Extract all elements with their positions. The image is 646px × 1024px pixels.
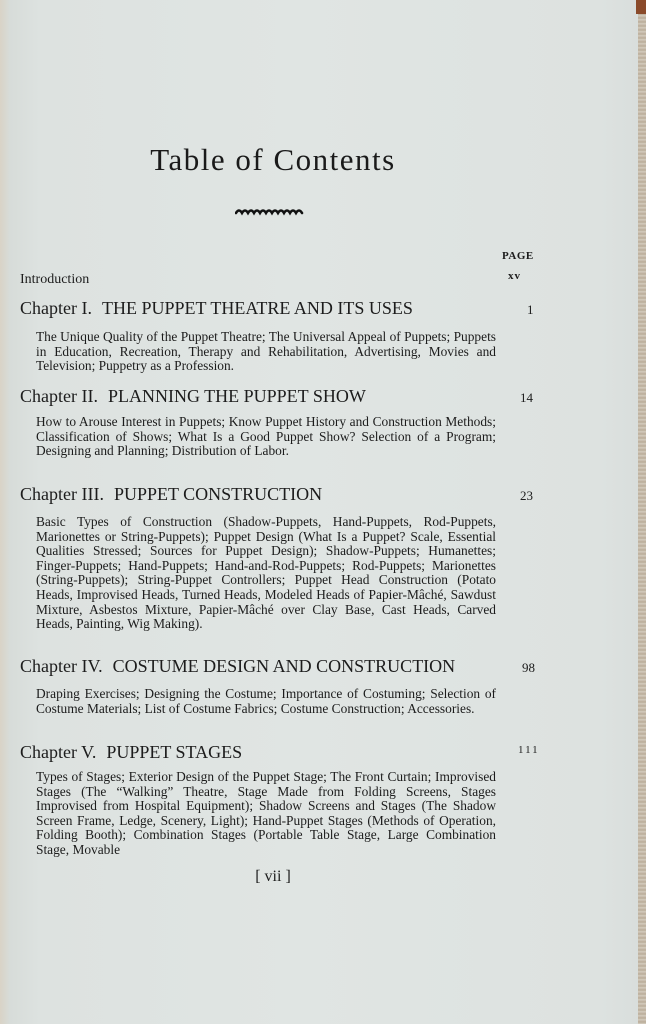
chapter-page-number: 111 (518, 744, 540, 756)
chapter-description: How to Arouse Interest in Puppets; Know Puppet History and Construction Methods; Classification of Shows; What Is a Good Puppet Show? Selection of a Program; Designing and Planning; Distribution of Labor. (36, 414, 496, 459)
chapter-number: Chapter III. (20, 484, 104, 504)
chapter-title: COSTUME DESIGN AND CONSTRUCTION (112, 656, 456, 676)
chapter-number: Chapter IV. (20, 656, 103, 676)
wavy-rule-ornament (235, 206, 305, 216)
chapter-number: Chapter V. (20, 742, 97, 762)
page-folio: [ vii ] (255, 868, 291, 885)
chapter-heading (20, 298, 413, 319)
chapter-number: Chapter II. (20, 386, 98, 406)
page-stack-edge (638, 0, 646, 1024)
page-column-header: PAGE (502, 250, 534, 262)
chapter-page-number: 1 (527, 302, 534, 317)
cover-corner (636, 0, 646, 14)
chapter-title: PLANNING THE PUPPET SHOW (107, 386, 366, 406)
page-title: Table of Contents (150, 142, 396, 177)
chapter-description: Draping Exercises; Designing the Costume; Importance of Costuming; Selection of Costume Materials; List of Costume Fabrics; Costume Construction; Accessories. (36, 686, 496, 716)
chapter-page-number: 23 (520, 488, 533, 503)
chapter-description: Basic Types of Construction (Shadow-Puppets, Hand-Puppets, Rod-Puppets, Marionettes or String-Puppets); Puppet Design (What Is a Puppet? Scale, Essential Qualities Stressed; Sources for Puppet Design); Shadow-Puppets; Humanettes; Finger-Puppets; Hand-Puppets; Hand-and-Rod-Puppets; Rod-Puppets; Marionettes (String-Puppets); String-Puppet Controllers; Puppet Head Construction (Potato Heads, Improvised Heads, Turned Heads, Modeled Heads of Papier-Mâché, Sawdust Mixture, Asbestos Mixture, Papier-Mâché over Clay Base, Cast Heads, Carved Heads, Painting, Wig Making). (36, 514, 496, 632)
chapter-title: THE PUPPET THEATRE AND ITS USES (101, 298, 413, 318)
chapter-description: The Unique Quality of the Puppet Theatre; The Universal Appeal of Puppets; Puppets in Education, Recreation, Therapy and Rehabilitation, Advertising, Movies and Television; Puppetry as a Profession. (36, 329, 496, 374)
chapter-title: PUPPET STAGES (106, 742, 243, 762)
chapter-heading (20, 386, 366, 407)
chapter-heading (20, 484, 322, 505)
introduction-page-number: xv (508, 270, 521, 282)
chapter-title: PUPPET CONSTRUCTION (113, 484, 323, 504)
chapter-heading (20, 742, 242, 763)
chapter-heading (20, 656, 455, 677)
chapter-page-number: 14 (520, 390, 533, 405)
chapter-description: Types of Stages; Exterior Design of the Puppet Stage; The Front Curtain; Improvised Stages (The “Walking” Theatre, Stage Made from Folding Screens, Stages Improvised from Hospital Equipment); Shadow Screens and Stages (The Shadow Screen Frame, Ledge, Scenery, Light); Hand-Puppet Stages (Methods of Operation, Folding Booth); Combination Stages (Portable Table Stage, Large Combination Stage, Movable (36, 769, 496, 857)
chapter-page-number: 98 (522, 660, 535, 675)
introduction-entry: Introduction (20, 272, 90, 287)
chapter-number: Chapter I. (20, 298, 92, 318)
